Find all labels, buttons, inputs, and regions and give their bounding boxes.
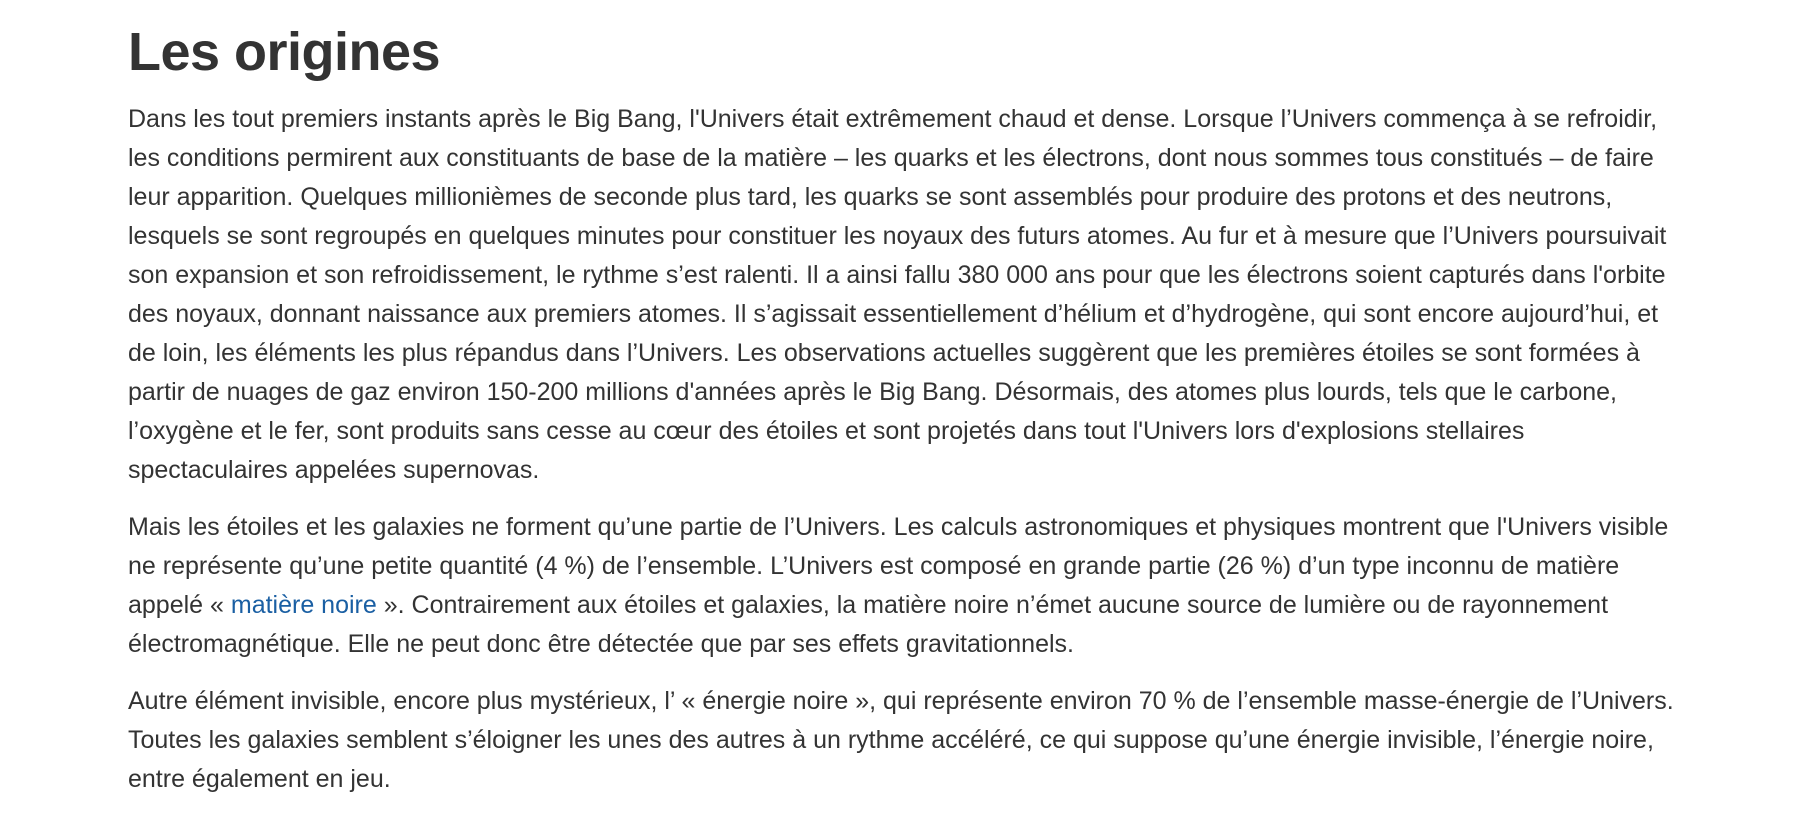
page-title: Les origines [128,22,441,82]
dark-matter-text-after-link: ». Contrairement aux étoiles et galaxies, la matière noire n’émet aucune source de lumière ou de rayonnement électromagnétique. Elle ne peut donc être détectée que par ses effets gravitationnels. [128,591,1609,658]
dark-matter-link[interactable]: matière noire [230,591,377,619]
paragraph-big-bang: Dans les tout premiers instants après le Big Bang, l'Univers était extrêmement chaud et dense. Lorsque l’Univers commença à se refroidir, les conditions permirent aux constituants de base de la matière – les quarks et les électrons, dont nous sommes tous constitués – de faire leur apparition. Quelques millionièmes de seconde plus tard, les quarks se sont assemblés pour produire des protons et des neutrons, lesquels se sont regroupés en quelques minutes pour constituer les noyaux des futurs atomes. Au fur et à mesure que l’Univers poursuivait son expansion et son refroidissement, le rythme s’est ralenti. Il a ainsi fallu 380 000 ans pour que les électrons soient capturés dans l'orbite des noyaux, donnant naissance aux premiers atomes. Il s’agissait essentiellement d’hélium et d’hydrogène, qui sont encore aujourd’hui, et de loin, les éléments les plus répandus dans l’Univers. Les observations actuelles suggèrent que les premières étoiles se sont formées à partir de nuages de gaz environ 150-200 millions d'années après le Big Bang. Désormais, des atomes plus lourds, tels que le carbone, l’oxygène et le fer, sont produits sans cesse au cœur des étoiles et sont projetés dans tout l'Univers lors d'explosions stellaires spectaculaires appelées supernovas. [128,105,1667,484]
article-content [128,18,1688,817]
paragraph-dark-matter [128,508,1688,664]
paragraph-dark-energy: Autre élément invisible, encore plus mystérieux, l’ « énergie noire », qui représente environ 70 % de l’ensemble masse-énergie de l’Univers. Toutes les galaxies semblent s’éloigner les unes des autres à un rythme accéléré, ce qui suppose qu’une énergie invisible, l’énergie noire, entre également en jeu. [128,687,1674,793]
dark-matter-text-before-link: Mais les étoiles et les galaxies ne forment qu’une partie de l’Univers. Les calculs astronomiques et physiques montrent que l'Univers visible ne représente qu’une petite quantité (4 %) de l’ensemble. L’Univers est composé en grande partie (26 %) d’un type inconnu de matière appelé « [128,513,1669,619]
